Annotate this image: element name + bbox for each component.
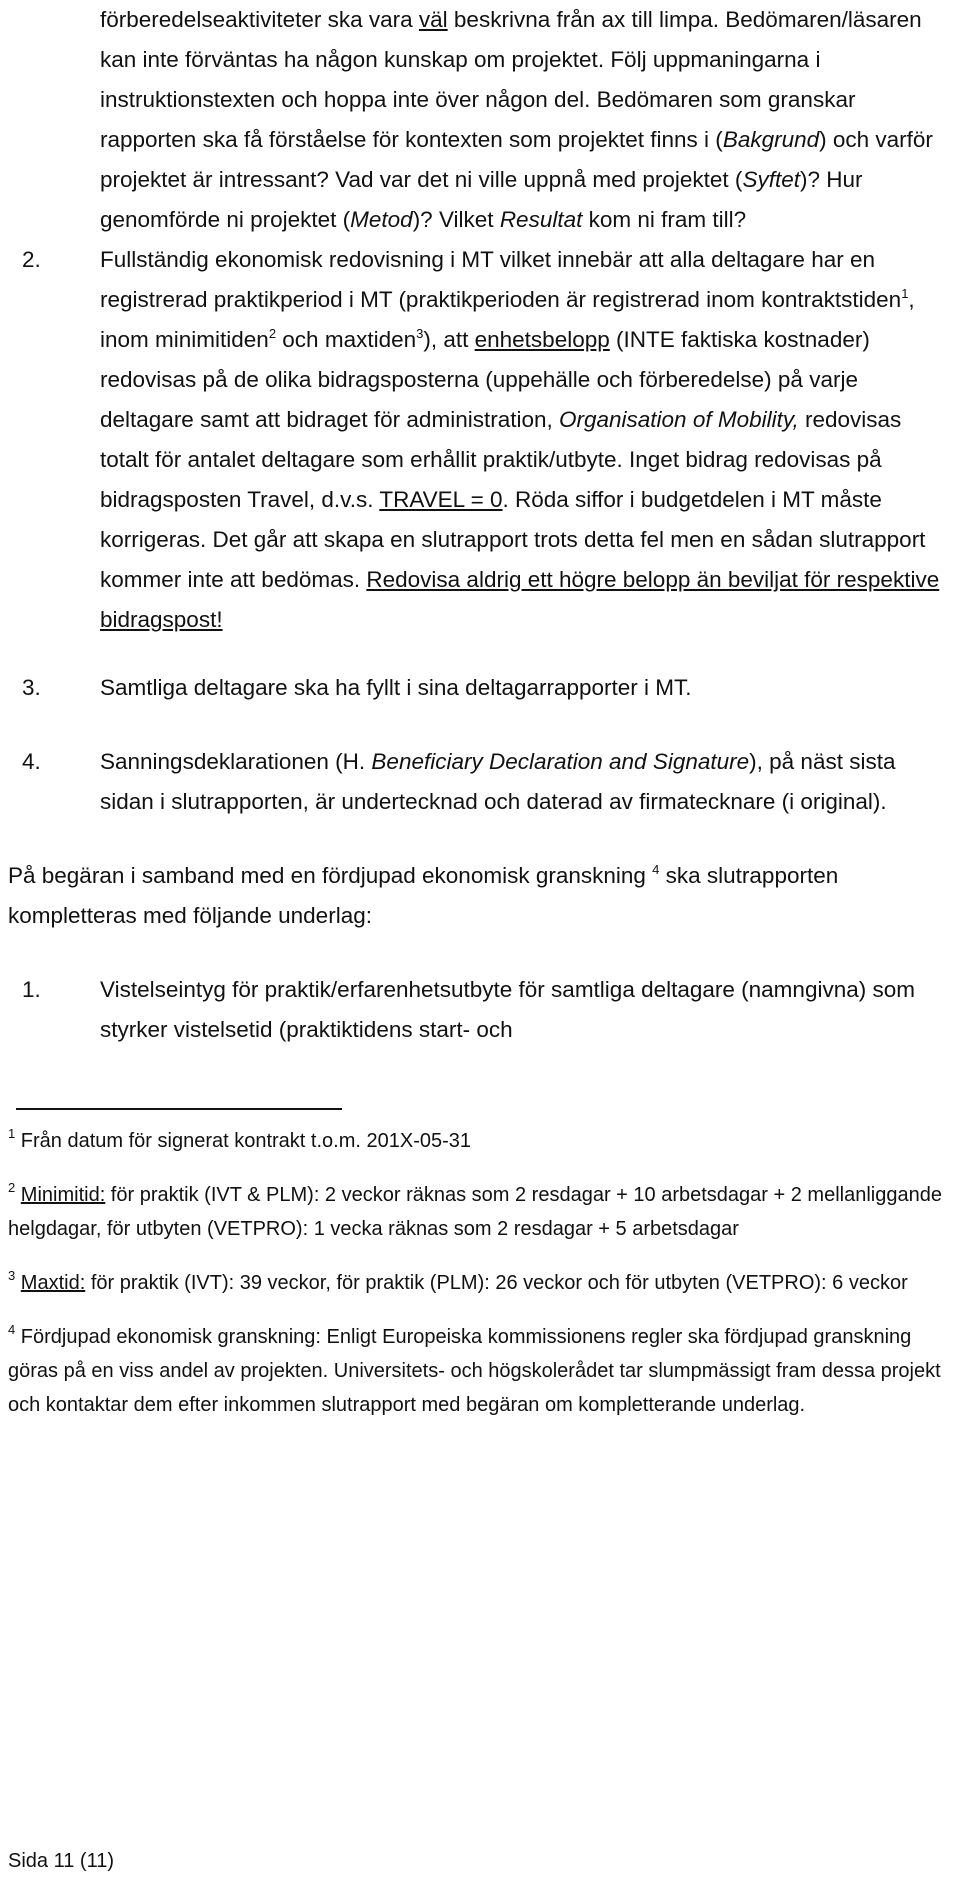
footnote-ref-1[interactable]: 1	[901, 285, 909, 301]
footnote-ref-2[interactable]: 2	[268, 325, 277, 341]
list-number: 1.	[22, 977, 41, 1002]
footnote-mark: 4	[8, 1322, 16, 1338]
list-item-text: Sanningsdeklarationen (H. Beneficiary Declaration and Signature), på näst sista sidan i slutrapporten, är undertecknad och daterad av firmatecknare (i original).	[100, 749, 896, 814]
footnote-separator	[16, 1108, 342, 1110]
sub-list-item-1	[8, 970, 946, 1050]
underlined-text: enhetsbelopp	[474, 327, 610, 352]
list-item-3	[8, 668, 946, 708]
underlined-text: väl	[418, 7, 448, 32]
list-item-text: Samtliga deltagare ska ha fyllt i sina deltagarrapporter i MT.	[100, 675, 692, 700]
text-run: )? Hur genomförde ni projektet (	[100, 167, 863, 232]
text-run: beskrivna från ax till limpa. Bedömaren/läsaren kan inte förväntas ha någon kunskap om projektet. Följ uppmaningarna i instruktionstexten och hoppa inte över någon del. Bedömaren som granskar rapporten ska få förståelse för kontexten som projektet finns i (	[100, 7, 922, 152]
italic-text: Organisation of Mobility,	[559, 407, 799, 432]
italic-text: Beneficiary Declaration and Signature	[371, 749, 750, 774]
underlined-warning: Redovisa aldrig ett högre belopp än beviljat för respektive bidragspost!	[100, 567, 940, 632]
footnote-ref-3[interactable]: 3	[416, 325, 424, 341]
footnote-3: $^3$ Maxtid: för praktik (IVT): 39 veckor, för praktik (PLM): 26 veckor och för utbyten (VETPRO): 6 veckor	[8, 1268, 908, 1294]
italic-text: Resultat	[499, 207, 583, 232]
page-number: Sida 11 (11)	[8, 1850, 114, 1872]
list-number: 3.	[22, 675, 41, 700]
text-run: kom ni fram till?	[582, 207, 747, 232]
item-1-continuation	[100, 0, 946, 240]
text-run: ) och varför projektet är intressant? Vad var det ni ville uppnå med projektet (	[100, 127, 933, 192]
footnote-1: $^1$ Från datum för signerat kontrakt t.o.m. 201X-05-31	[8, 1126, 472, 1152]
footnote-4: $^4$ Fördjupad ekonomisk granskning: Enligt Europeiska kommissionens regler ska fördjupad granskning göras på en viss andel av projekten. Universitets- och högskolerådet tar slumpmässigt fram dessa projekt och kontaktar dem efter inkommen slutrapport med begäran om kompletterande underlag.	[8, 1322, 941, 1416]
footnote-mark: 3	[8, 1268, 16, 1284]
list-item-text: Fullständig ekonomisk redovisning i MT vilket innebär att alla deltagare har en registrerad praktikperiod i MT (praktikperioden är registrerad inom kontraktstiden$^1$, inom minimitiden$^2$ och maxtiden$^3$), att enhetsbelopp (INTE faktiska kostnader) redovisas på de olika bidragsposterna (uppehälle och förberedelse) på varje deltagare samt att bidraget för administration, Organisation of Mobility, redovisas totalt för antalet deltagare som erhållit praktik/utbyte. Inget bidrag redovisas på bidragsposten Travel, d.v.s. TRAVEL = 0. Röda siffor i budgetdelen i MT måste korrigeras. Det går att skapa en slutrapport trots detta fel men en sådan slutrapport kommer inte att bedömas. Redovisa aldrig ett högre belopp än beviljat för respektive bidragspost!	[100, 247, 940, 632]
italic-text: Bakgrund	[722, 127, 820, 152]
text-run: förberedelseaktiviteter ska vara	[100, 7, 419, 32]
list-item-2	[8, 240, 946, 640]
paragraph: På begäran i samband med en fördjupad ekonomisk granskning $^4$ ska slutrapporten kompletteras med följande underlag:	[8, 861, 839, 928]
footnote-mark: 2	[8, 1180, 16, 1196]
underlined-text: TRAVEL = 0	[379, 487, 503, 512]
list-item-4	[8, 742, 946, 822]
underlined-text: Maxtid:	[20, 1272, 86, 1294]
list-number: 4.	[22, 749, 41, 774]
footnote-2: $^2$ Minimitid: för praktik (IVT & PLM): 2 veckor räknas som 2 resdagar + 10 arbetsdagar + 2 mellanliggande helgdagar, för utbyten (VETPRO): 1 vecka räknas som 2 resdagar + 5 arbetsdagar	[8, 1180, 942, 1240]
footnote-ref-4[interactable]: 4	[652, 861, 660, 877]
text-run: )? Vilket	[412, 207, 500, 232]
italic-text: Syftet	[742, 167, 800, 192]
list-number: 2.	[22, 247, 41, 272]
italic-text: Metod	[350, 207, 413, 232]
footnote-mark: 1	[8, 1126, 16, 1142]
underlined-text: Minimitid:	[20, 1184, 106, 1206]
list-item-text: Vistelseintyg för praktik/erfarenhetsutbyte för samtliga deltagare (namngivna) som styrker vistelsetid (praktiktidens start- och	[100, 977, 915, 1042]
